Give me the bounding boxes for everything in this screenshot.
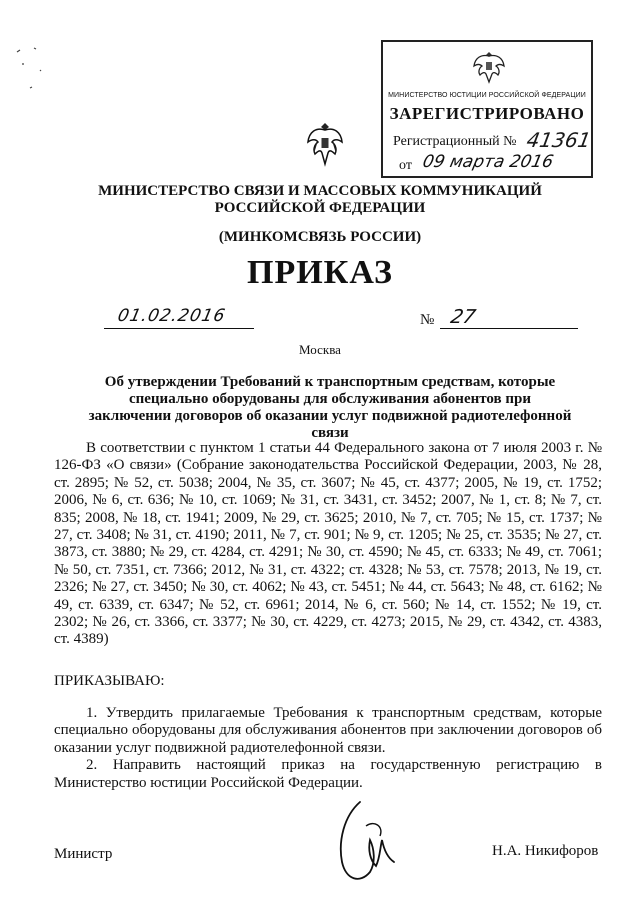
preamble-paragraph: В соответствии с пунктом 1 статьи 44 Федерального закона от 7 июля 2003 г. № 126-ФЗ «О связи» (Собрание законодательства Российской Федерации, 2003, № 28, ст. 2895; № 52, ст. 5038; 2004, № 35, ст. 3607; № 45, ст. 4377; 2005, № 19, ст. 1752; 2006, № 6, ст. 636; № 10, ст. 1069; № 31, ст. 3431, ст. 3452; 2007, № 1, ст. 8; № 7, ст. 835; 2008, № 18, ст. 1941; 2009, № 29, ст. 3625; 2010, № 7, ст. 705; № 15, ст. 1737; № 27, ст. 3408; № 31, ст. 4190; 2011, № 7, ст. 901; № 9, ст. 1205; № 25, ст. 3535; № 27, ст. 3873, ст. 3880; № 29, ст. 4284, ст. 4291; № 30, ст. 4590; № 45, ст. 6333; № 49, ст. 7061; № 50, ст. 7351, ст. 7366; 2012, № 31, ст. 4322; ст. 4328; № 53, ст. 7578; 2013, № 19, ст. 2326; № 27, ст. 3450; № 30, ст. 4062; № 43, ст. 5451; № 44, ст. 5643; № 48, ст. 6162; № 49, ст. 6339, ст. 6347; № 52, ст. 6961; 2014, № 6, ст. 560; № 14, ст. 1552; № 19, ст. 2302; № 26, ст. 3366, ст. 3377; № 30, ст. 4229, ст. 4273; 2015, № 29, ст. 4342, ст. 4383, ст. 4389) xyxy=(54,440,602,648)
order-items xyxy=(54,705,602,792)
stamp-regno-label: Регистрационный № xyxy=(393,134,517,149)
registration-stamp xyxy=(381,40,593,178)
stamp-regno-value: 41361 xyxy=(524,128,593,152)
stamp-registered: ЗАРЕГИСТРИРОВАНО xyxy=(389,104,585,123)
ministry-short-name: (МИНКОМСВЯЗЬ РОССИИ) xyxy=(218,229,422,245)
coat-of-arms-icon xyxy=(306,120,344,168)
handwritten-signature xyxy=(330,796,400,888)
order-number-label: № xyxy=(420,312,435,328)
document-title: ПРИКАЗ xyxy=(247,254,393,291)
stamp-ministry: МИНИСТЕРСТВО ЮСТИЦИИ РОССИЙСКОЙ ФЕДЕРАЦИИ xyxy=(388,92,586,99)
order-word: ПРИКАЗЫВАЮ: xyxy=(54,673,165,689)
coat-of-arms-icon xyxy=(471,48,507,86)
ministry-name-line2: РОССИЙСКОЙ ФЕДЕРАЦИИ xyxy=(214,200,426,216)
date-underline xyxy=(104,328,254,329)
stamp-date-value: 09 марта 2016 xyxy=(420,152,556,172)
stamp-date-prefix: от xyxy=(399,158,412,173)
order-number: 27 xyxy=(448,306,478,328)
order-date: 01.02.2016 xyxy=(115,306,228,326)
number-underline xyxy=(440,328,578,329)
ministry-name-line1: МИНИСТЕРСТВО СВЯЗИ И МАССОВЫХ КОММУНИКАЦИЙ xyxy=(98,183,542,199)
signatory-position: Министр xyxy=(54,846,113,862)
city: Москва xyxy=(299,342,341,357)
order-item-2: 2. Направить настоящий приказ на государственную регистрацию в Министерство юстиции Российской Федерации. xyxy=(54,757,602,791)
order-subject: Об утверждении Требований к транспортным средствам, которые специально оборудованы для обслуживания абонентов при заключении договоров об оказании услуг подвижной радиотелефонной связи xyxy=(88,374,572,441)
margin-marks xyxy=(12,40,52,100)
signatory-name: Н.А. Никифоров xyxy=(492,843,599,859)
order-item-1: 1. Утвердить прилагаемые Требования к транспортным средствам, которые специально оборудованы для обслуживания абонентов при заключении договоров об оказании услуг подвижной радиотелефонной связи. xyxy=(54,705,602,756)
